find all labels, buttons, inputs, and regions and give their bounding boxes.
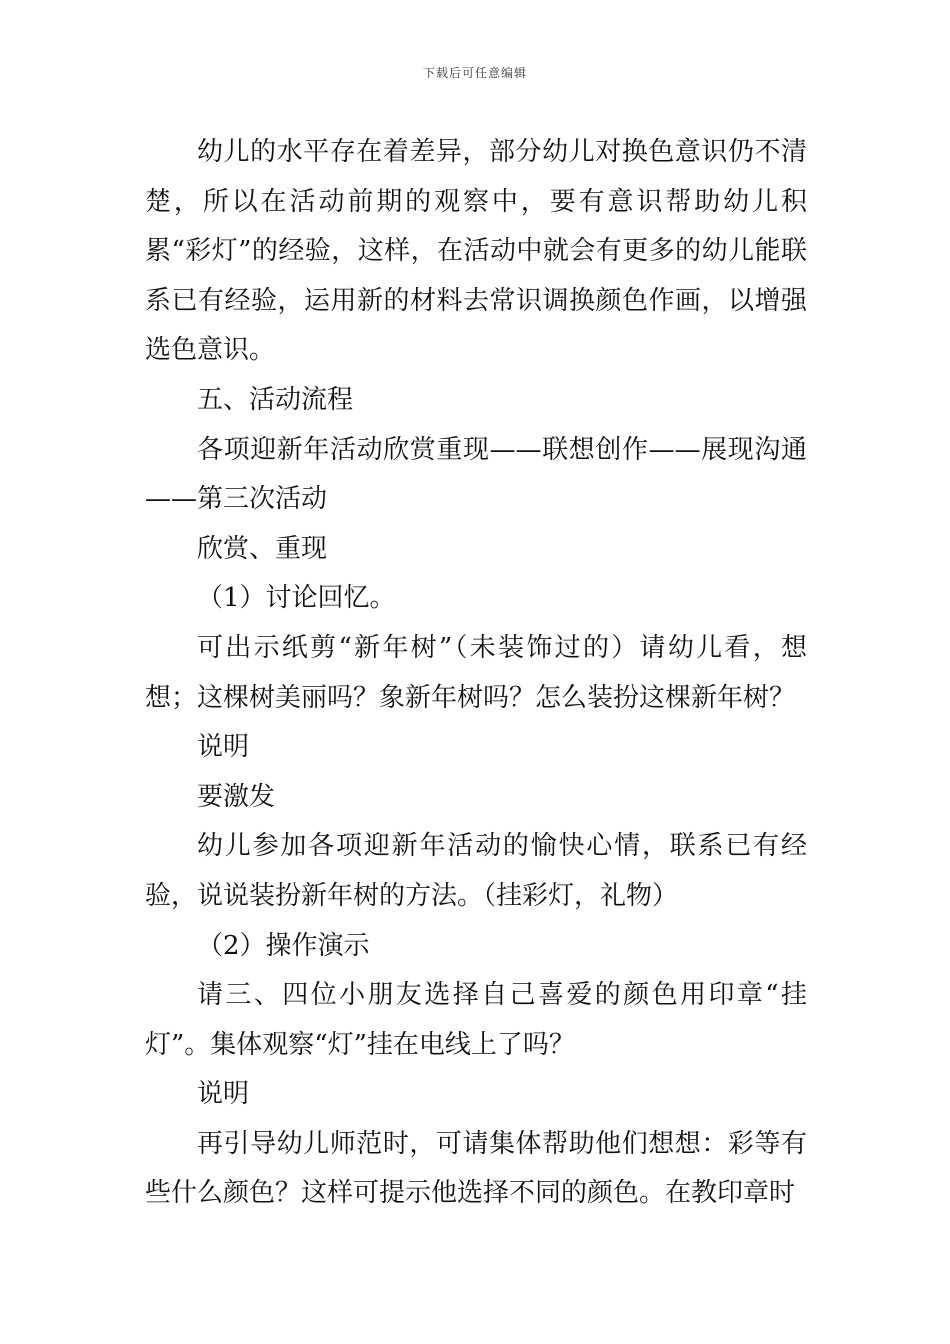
document-body: [145, 128, 807, 1219]
paragraph: 幼儿参加各项迎新年活动的愉快心情，联系已有经验，说说装扮新年树的方法。（挂彩灯，礼物）: [145, 831, 807, 911]
paragraph: 请三、四位小朋友选择自己喜爱的颜色用印章“挂灯”。集体观察“灯”挂在电线上了吗？: [145, 980, 807, 1060]
subsection-heading: 欣赏、重现: [197, 533, 328, 564]
section-heading: 五、活动流程: [197, 384, 354, 415]
paragraph: 要激发: [197, 781, 276, 812]
step-heading: （1）讨论回忆。: [197, 583, 396, 614]
note-label: 说明: [197, 1079, 250, 1110]
note-label: 说明: [197, 732, 250, 763]
step-heading: （2）操作演示: [197, 930, 370, 961]
page-header: 下载后可任意编辑: [422, 66, 527, 80]
paragraph: 再引导幼儿师范时，可请集体帮助他们想想：彩等有些什么颜色？这样可提示他选择不同的颜色。在教印章时: [145, 1128, 807, 1209]
paragraph: 可出示纸剪“新年树”（未装饰过的）请幼儿看，想想；这棵树美丽吗？象新年树吗？怎么装扮这棵新年树？: [145, 632, 807, 713]
paragraph: 幼儿的水平存在着差异，部分幼儿对换色意识仍不清楚，所以在活动前期的观察中，要有意识帮助幼儿积累“彩灯”的经验，这样，在活动中就会有更多的幼儿能联系已有经验，运用新的材料去常识调换颜色作画，以增强选色意识。: [145, 137, 807, 366]
paragraph: 各项迎新年活动欣赏重现——联想创作——展现沟通——第三次活动: [145, 434, 807, 515]
